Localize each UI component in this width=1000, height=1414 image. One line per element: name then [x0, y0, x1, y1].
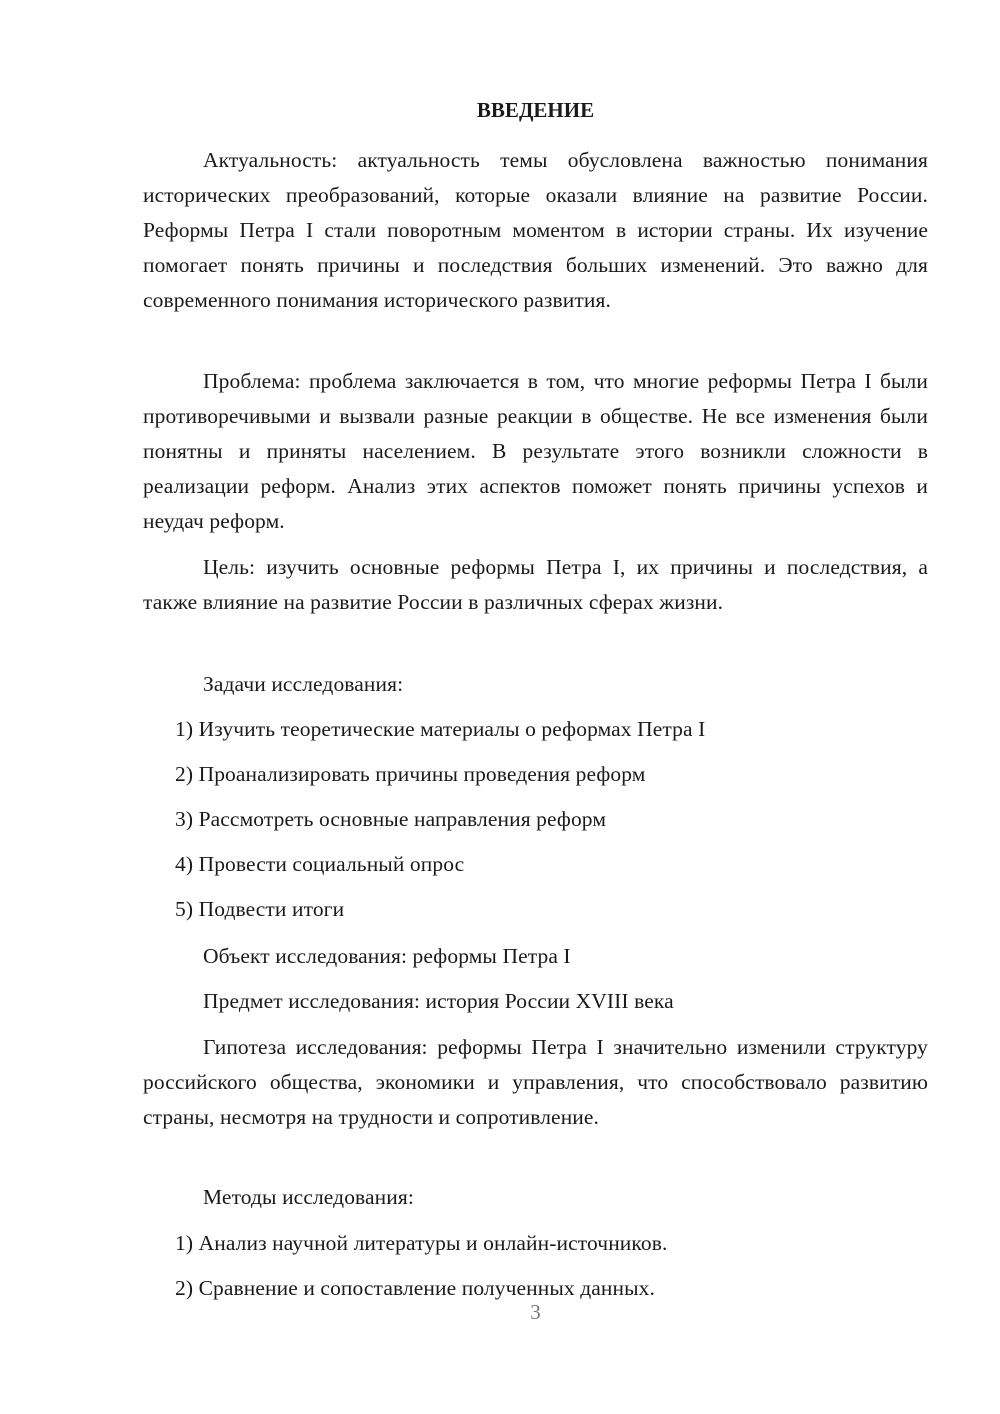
task-item: 2) Проанализировать причины проведения реформ [175, 762, 646, 786]
problem-paragraph: Проблема: проблема заключается в том, что многие реформы Петра I были противоречивыми и вызвали разные реакции в обществе. Не все изменения были понятны и приняты населением. В результате этого возникли сложности в реализации реформ. Анализ этих аспектов поможет понять причины успехов и неудач реформ. [143, 369, 928, 533]
method-item: 2) Сравнение и сопоставление полученных данных. [175, 1276, 655, 1300]
research-object: Объект исследования: реформы Петра I [203, 944, 571, 968]
page-number: 3 [530, 1300, 541, 1324]
goal-paragraph: Цель: изучить основные реформы Петра I, их причины и последствия, а также влияние на развитие России в различных сферах жизни. [143, 555, 928, 614]
task-item: 4) Провести социальный опрос [175, 852, 465, 876]
document-page [143, 0, 928, 1414]
document-heading: ВВЕДЕНИЕ [476, 98, 595, 122]
method-item: 1) Анализ научной литературы и онлайн-источников. [175, 1231, 668, 1255]
task-item: 5) Подвести итоги [175, 897, 345, 921]
hypothesis-paragraph: Гипотеза исследования: реформы Петра I значительно изменили структуру российского общества, экономики и управления, что способствовало развитию страны, несмотря на трудности и сопротивление. [143, 1035, 928, 1129]
tasks-title: Задачи исследования: [203, 672, 404, 696]
relevance-paragraph: Актуальность: актуальность темы обусловлена важностью понимания исторических преобразований, которые оказали влияние на развитие России. Реформы Петра I стали поворотным моментом в истории страны. Их изучение помогает понять причины и последствия больших изменений. Это важно для современного понимания исторического развития. [143, 148, 928, 312]
methods-title: Методы исследования: [203, 1185, 414, 1209]
research-subject: Предмет исследования: история России XVIII века [203, 989, 674, 1013]
task-item: 3) Рассмотреть основные направления реформ [175, 807, 607, 831]
task-item: 1) Изучить теоретические материалы о реформах Петра I [175, 717, 706, 741]
